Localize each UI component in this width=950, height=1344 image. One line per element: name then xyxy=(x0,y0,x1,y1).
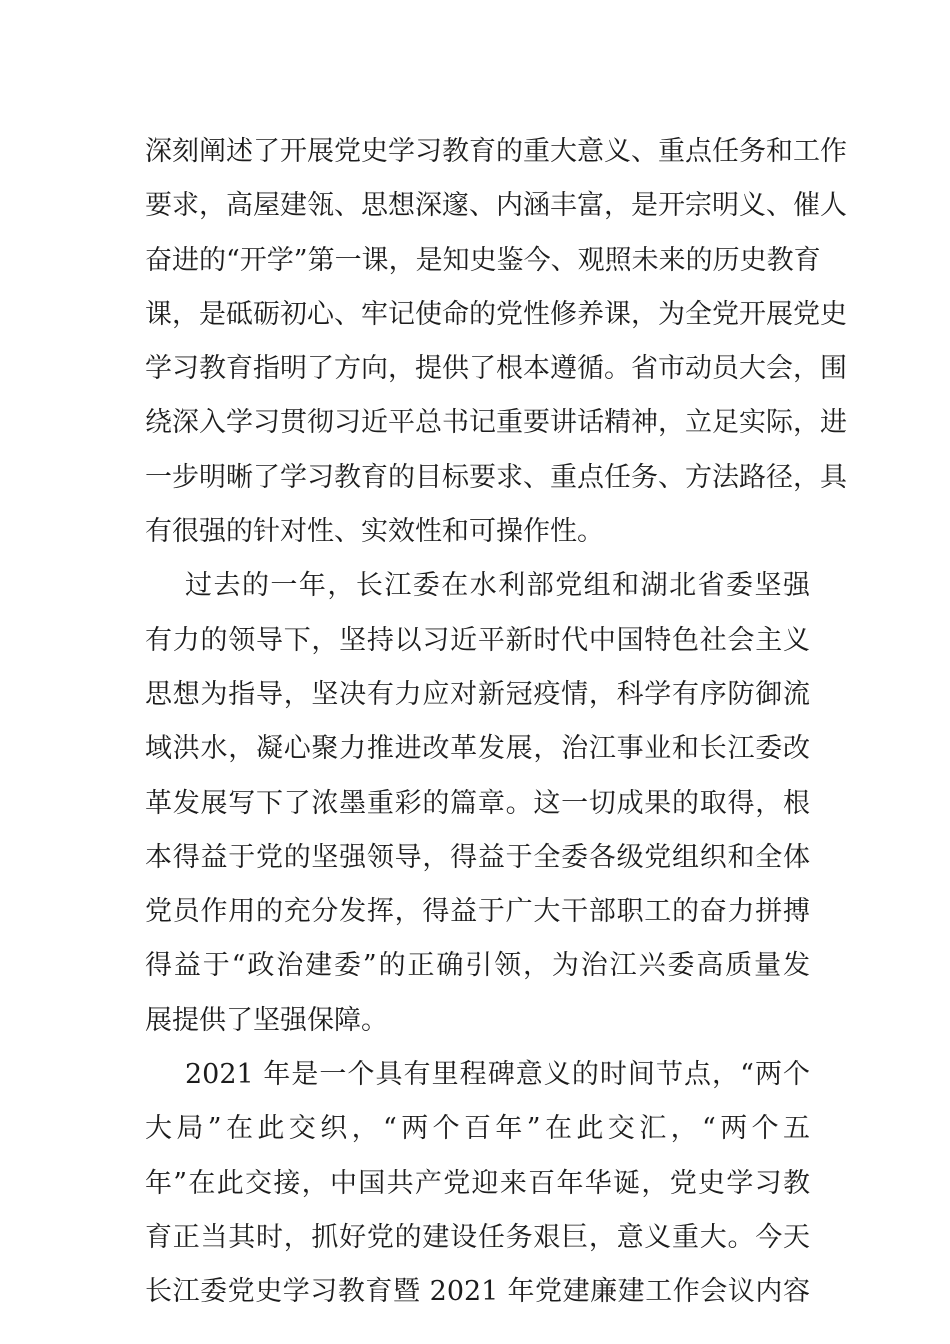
text-line: 年”在此交接，中国共产党迎来百年华诞，党史学习教 xyxy=(145,1167,810,1199)
text-line: 展提供了坚强保障。 xyxy=(145,1004,388,1036)
document-body xyxy=(145,132,847,1327)
text-line: 革发展写下了浓墨重彩的篇章。这一切成果的取得，根 xyxy=(145,787,810,819)
text-line: 得益于“政治建委”的正确引领，为治江兴委高质量发 xyxy=(145,950,810,982)
text-line: 有力的领导下，坚持以习近平新时代中国特色社会主义 xyxy=(145,624,810,656)
text-line: 域洪水，凝心聚力推进改革发展，治江事业和长江委改 xyxy=(145,733,810,765)
text-line: 有很强的针对性、实效性和可操作性。 xyxy=(145,516,604,548)
text-line: 学习教育指明了方向，提供了根本遵循。省市动员大会，围 xyxy=(145,353,847,385)
text-line: 绕深入学习贯彻习近平总书记重要讲话精神，立足实际，进 xyxy=(145,407,847,439)
text-line: 育正当其时，抓好党的建设任务艰巨，意义重大。今天 xyxy=(145,1221,810,1253)
text-line: 过去的一年，长江委在水利部党组和湖北省委坚强 xyxy=(185,570,810,602)
text-line: 要求，高屋建瓴、思想深邃、内涵丰富，是开宗明义、催人 xyxy=(145,190,847,222)
text-line: 党员作用的充分发挥，得益于广大干部职工的奋力拼搏 xyxy=(145,896,810,928)
text-line: 大局”在此交织，“两个百年”在此交汇，“两个五 xyxy=(145,1113,810,1145)
text-line: 长江委党史学习教育暨 2021 年党建廉建工作会议内容 xyxy=(145,1276,810,1308)
text-line: 本得益于党的坚强领导，得益于全委各级党组织和全体 xyxy=(145,841,810,873)
text-line: 奋进的“开学”第一课，是知史鉴今、观照未来的历史教育 xyxy=(145,244,821,276)
text-line: 思想为指导，坚决有力应对新冠疫情，科学有序防御流 xyxy=(145,678,810,710)
text-line: 深刻阐述了开展党史学习教育的重大意义、重点任务和工作 xyxy=(145,136,847,167)
text-line: 2021 年是一个具有里程碑意义的时间节点，“两个 xyxy=(185,1059,810,1091)
text-line: 课，是砥砺初心、牢记使命的党性修养课，为全党开展党史 xyxy=(145,298,847,330)
text-line: 一步明晰了学习教育的目标要求、重点任务、方法路径，具 xyxy=(145,461,847,493)
